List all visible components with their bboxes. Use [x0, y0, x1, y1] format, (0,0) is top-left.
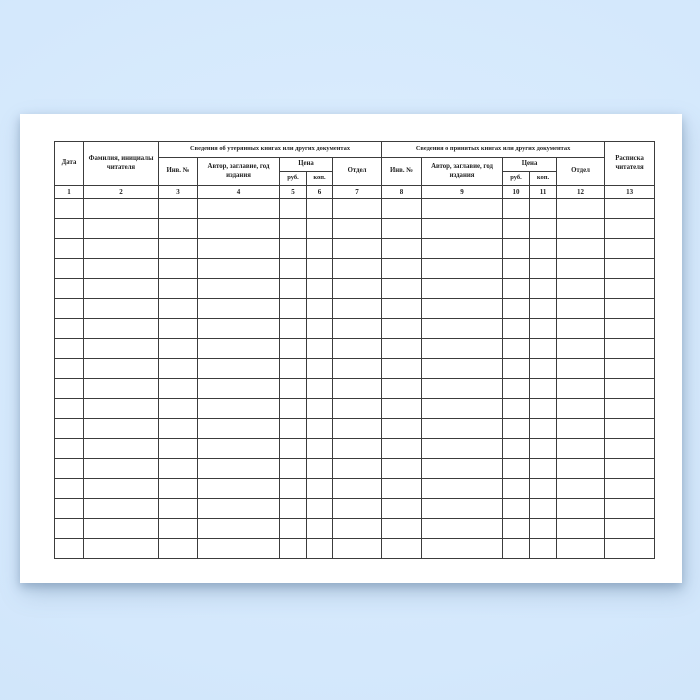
column-number-cell: 3	[159, 186, 198, 199]
empty-cell	[605, 539, 655, 559]
empty-cell	[333, 399, 382, 419]
empty-cell	[333, 379, 382, 399]
column-number-cell: 6	[307, 186, 333, 199]
column-number-cell: 5	[280, 186, 307, 199]
empty-cell	[84, 439, 159, 459]
header-cell-kop-received: коп.	[530, 172, 557, 186]
empty-cell	[557, 239, 605, 259]
empty-cell	[503, 319, 530, 339]
column-number-cell: 11	[530, 186, 557, 199]
empty-cell	[422, 479, 503, 499]
empty-cell	[55, 519, 84, 539]
empty-cell	[333, 459, 382, 479]
table-header	[55, 142, 655, 199]
empty-cell	[530, 359, 557, 379]
empty-cell	[333, 299, 382, 319]
empty-cell	[382, 399, 422, 419]
empty-cell	[280, 499, 307, 519]
empty-cell	[55, 439, 84, 459]
header-cell-department-lost: Отдел	[333, 158, 382, 186]
empty-cell	[84, 499, 159, 519]
empty-cell	[84, 259, 159, 279]
empty-cell	[55, 359, 84, 379]
empty-cell	[55, 319, 84, 339]
empty-cell	[557, 259, 605, 279]
empty-cell	[198, 239, 280, 259]
table-row	[55, 299, 655, 319]
header-group-received: Сведения о принятых книгах или других документах	[382, 142, 605, 158]
empty-cell	[557, 519, 605, 539]
empty-cell	[307, 199, 333, 219]
empty-cell	[422, 219, 503, 239]
empty-cell	[422, 539, 503, 559]
empty-cell	[422, 439, 503, 459]
empty-cell	[307, 499, 333, 519]
empty-cell	[503, 339, 530, 359]
empty-cell	[159, 399, 198, 419]
empty-cell	[84, 359, 159, 379]
empty-cell	[503, 419, 530, 439]
empty-cell	[198, 539, 280, 559]
empty-cell	[198, 419, 280, 439]
empty-cell	[422, 519, 503, 539]
empty-cell	[382, 199, 422, 219]
empty-cell	[159, 519, 198, 539]
empty-cell	[333, 479, 382, 499]
empty-cell	[280, 219, 307, 239]
empty-cell	[159, 419, 198, 439]
empty-cell	[422, 279, 503, 299]
empty-cell	[530, 459, 557, 479]
empty-cell	[503, 219, 530, 239]
empty-cell	[605, 399, 655, 419]
empty-cell	[382, 419, 422, 439]
empty-cell	[84, 539, 159, 559]
empty-cell	[530, 479, 557, 499]
header-cell-inv-no-lost: Инв. №	[159, 158, 198, 186]
column-number-cell: 13	[605, 186, 655, 199]
empty-cell	[557, 379, 605, 399]
empty-cell	[55, 399, 84, 419]
empty-cell	[605, 199, 655, 219]
empty-cell	[422, 359, 503, 379]
empty-cell	[280, 539, 307, 559]
table-row	[55, 319, 655, 339]
empty-cell	[503, 459, 530, 479]
empty-cell	[84, 459, 159, 479]
empty-cell	[84, 479, 159, 499]
table-body	[55, 199, 655, 559]
header-cell-rub-lost: руб.	[280, 172, 307, 186]
empty-cell	[503, 359, 530, 379]
empty-cell	[84, 219, 159, 239]
column-number-cell: 1	[55, 186, 84, 199]
table-row	[55, 439, 655, 459]
empty-cell	[557, 339, 605, 359]
empty-cell	[159, 219, 198, 239]
header-cell-kop-lost: коп.	[307, 172, 333, 186]
empty-cell	[280, 399, 307, 419]
empty-cell	[605, 379, 655, 399]
empty-cell	[382, 279, 422, 299]
column-number-cell: 2	[84, 186, 159, 199]
column-number-cell: 7	[333, 186, 382, 199]
empty-cell	[530, 399, 557, 419]
empty-cell	[530, 419, 557, 439]
empty-cell	[280, 239, 307, 259]
empty-cell	[159, 239, 198, 259]
empty-cell	[333, 439, 382, 459]
empty-cell	[55, 499, 84, 519]
empty-cell	[280, 279, 307, 299]
empty-cell	[605, 279, 655, 299]
empty-cell	[557, 539, 605, 559]
empty-cell	[198, 219, 280, 239]
empty-cell	[530, 499, 557, 519]
empty-cell	[84, 239, 159, 259]
empty-cell	[503, 379, 530, 399]
empty-cell	[198, 499, 280, 519]
table-row	[55, 339, 655, 359]
empty-cell	[382, 519, 422, 539]
empty-cell	[55, 419, 84, 439]
empty-cell	[422, 419, 503, 439]
empty-cell	[198, 459, 280, 479]
empty-cell	[605, 259, 655, 279]
empty-cell	[84, 399, 159, 419]
empty-cell	[503, 239, 530, 259]
empty-cell	[530, 519, 557, 539]
empty-cell	[530, 259, 557, 279]
empty-cell	[84, 299, 159, 319]
empty-cell	[605, 479, 655, 499]
header-cell-author-received: Автор, заглавие, год издания	[422, 158, 503, 186]
empty-cell	[605, 499, 655, 519]
empty-cell	[55, 379, 84, 399]
empty-cell	[159, 359, 198, 379]
header-cell-price-received: Цена	[503, 158, 557, 172]
empty-cell	[159, 479, 198, 499]
header-cell-reader-name: Фамилия, инициалы читателя	[84, 142, 159, 186]
empty-cell	[557, 219, 605, 239]
empty-cell	[557, 419, 605, 439]
empty-cell	[198, 359, 280, 379]
table-row	[55, 359, 655, 379]
empty-cell	[382, 479, 422, 499]
empty-cell	[280, 339, 307, 359]
empty-cell	[530, 279, 557, 299]
empty-cell	[55, 299, 84, 319]
empty-cell	[382, 259, 422, 279]
empty-cell	[84, 279, 159, 299]
empty-cell	[198, 379, 280, 399]
empty-cell	[307, 339, 333, 359]
table-row	[55, 459, 655, 479]
column-number-cell: 8	[382, 186, 422, 199]
empty-cell	[307, 299, 333, 319]
empty-cell	[55, 279, 84, 299]
library-form-table	[54, 141, 655, 559]
empty-cell	[333, 319, 382, 339]
empty-cell	[307, 419, 333, 439]
empty-cell	[530, 199, 557, 219]
empty-cell	[159, 439, 198, 459]
empty-cell	[333, 219, 382, 239]
table-row	[55, 419, 655, 439]
empty-cell	[159, 279, 198, 299]
empty-cell	[557, 479, 605, 499]
table-row	[55, 279, 655, 299]
table-row	[55, 219, 655, 239]
empty-cell	[503, 519, 530, 539]
empty-cell	[503, 299, 530, 319]
empty-cell	[280, 199, 307, 219]
empty-cell	[198, 339, 280, 359]
empty-cell	[557, 499, 605, 519]
empty-cell	[605, 219, 655, 239]
empty-cell	[198, 279, 280, 299]
empty-cell	[84, 519, 159, 539]
table-row	[55, 399, 655, 419]
empty-cell	[333, 539, 382, 559]
empty-cell	[557, 299, 605, 319]
empty-cell	[557, 319, 605, 339]
header-cell-inv-no-received: Инв. №	[382, 158, 422, 186]
empty-cell	[382, 219, 422, 239]
empty-cell	[605, 439, 655, 459]
empty-cell	[280, 379, 307, 399]
empty-cell	[557, 279, 605, 299]
empty-cell	[530, 379, 557, 399]
table-row	[55, 539, 655, 559]
empty-cell	[382, 339, 422, 359]
empty-cell	[605, 319, 655, 339]
empty-cell	[333, 279, 382, 299]
empty-cell	[307, 279, 333, 299]
empty-cell	[307, 259, 333, 279]
empty-cell	[382, 359, 422, 379]
empty-cell	[503, 539, 530, 559]
header-cell-date: Дата	[55, 142, 84, 186]
empty-cell	[307, 359, 333, 379]
empty-cell	[198, 479, 280, 499]
empty-cell	[84, 379, 159, 399]
empty-cell	[605, 359, 655, 379]
empty-cell	[159, 319, 198, 339]
empty-cell	[198, 199, 280, 219]
empty-cell	[422, 299, 503, 319]
table-row	[55, 499, 655, 519]
empty-cell	[280, 439, 307, 459]
empty-cell	[605, 239, 655, 259]
empty-cell	[422, 499, 503, 519]
table-row	[55, 379, 655, 399]
empty-cell	[198, 259, 280, 279]
empty-cell	[382, 379, 422, 399]
empty-cell	[307, 459, 333, 479]
empty-cell	[605, 419, 655, 439]
empty-cell	[198, 319, 280, 339]
empty-cell	[307, 519, 333, 539]
empty-cell	[557, 199, 605, 219]
empty-cell	[333, 199, 382, 219]
empty-cell	[557, 359, 605, 379]
empty-cell	[159, 339, 198, 359]
table-row	[55, 239, 655, 259]
empty-cell	[55, 539, 84, 559]
empty-cell	[530, 299, 557, 319]
empty-cell	[530, 319, 557, 339]
empty-cell	[605, 339, 655, 359]
column-numbers-row	[55, 186, 655, 199]
empty-cell	[382, 319, 422, 339]
empty-cell	[159, 539, 198, 559]
empty-cell	[159, 499, 198, 519]
empty-cell	[333, 239, 382, 259]
empty-cell	[159, 199, 198, 219]
empty-cell	[382, 439, 422, 459]
empty-cell	[280, 479, 307, 499]
empty-cell	[280, 259, 307, 279]
empty-cell	[280, 299, 307, 319]
empty-cell	[530, 219, 557, 239]
empty-cell	[422, 399, 503, 419]
empty-cell	[382, 299, 422, 319]
empty-cell	[307, 319, 333, 339]
header-cell-department-received: Отдел	[557, 158, 605, 186]
empty-cell	[422, 339, 503, 359]
empty-cell	[333, 259, 382, 279]
empty-cell	[422, 319, 503, 339]
empty-cell	[422, 259, 503, 279]
empty-cell	[503, 479, 530, 499]
header-cell-author-lost: Автор, заглавие, год издания	[198, 158, 280, 186]
empty-cell	[333, 519, 382, 539]
empty-cell	[333, 419, 382, 439]
empty-cell	[84, 319, 159, 339]
column-number-cell: 10	[503, 186, 530, 199]
empty-cell	[280, 419, 307, 439]
empty-cell	[503, 499, 530, 519]
empty-cell	[84, 199, 159, 219]
empty-cell	[198, 519, 280, 539]
empty-cell	[422, 239, 503, 259]
empty-cell	[333, 359, 382, 379]
empty-cell	[503, 199, 530, 219]
empty-cell	[307, 439, 333, 459]
empty-cell	[530, 339, 557, 359]
empty-cell	[530, 539, 557, 559]
empty-cell	[422, 459, 503, 479]
empty-cell	[307, 239, 333, 259]
header-cell-receipt: Расписка читателя	[605, 142, 655, 186]
empty-cell	[503, 399, 530, 419]
column-number-cell: 4	[198, 186, 280, 199]
empty-cell	[605, 459, 655, 479]
empty-cell	[280, 459, 307, 479]
table-row	[55, 259, 655, 279]
table-row	[55, 479, 655, 499]
empty-cell	[55, 459, 84, 479]
empty-cell	[198, 399, 280, 419]
empty-cell	[307, 399, 333, 419]
empty-cell	[280, 359, 307, 379]
empty-cell	[159, 379, 198, 399]
empty-cell	[280, 519, 307, 539]
paper-sheet	[20, 114, 682, 583]
empty-cell	[159, 459, 198, 479]
empty-cell	[557, 459, 605, 479]
empty-cell	[198, 299, 280, 319]
empty-cell	[605, 299, 655, 319]
empty-cell	[503, 439, 530, 459]
empty-cell	[55, 259, 84, 279]
empty-cell	[307, 219, 333, 239]
empty-cell	[307, 539, 333, 559]
empty-cell	[382, 239, 422, 259]
header-cell-price-lost: Цена	[280, 158, 333, 172]
empty-cell	[503, 279, 530, 299]
empty-cell	[84, 339, 159, 359]
empty-cell	[605, 519, 655, 539]
empty-cell	[530, 239, 557, 259]
empty-cell	[422, 199, 503, 219]
empty-cell	[159, 259, 198, 279]
header-cell-rub-received: руб.	[503, 172, 530, 186]
empty-cell	[307, 479, 333, 499]
table-row	[55, 519, 655, 539]
column-number-cell: 12	[557, 186, 605, 199]
empty-cell	[333, 339, 382, 359]
empty-cell	[55, 239, 84, 259]
empty-cell	[333, 499, 382, 519]
empty-cell	[422, 379, 503, 399]
header-row-groups	[55, 142, 655, 158]
empty-cell	[382, 539, 422, 559]
empty-cell	[280, 319, 307, 339]
empty-cell	[198, 439, 280, 459]
empty-cell	[382, 499, 422, 519]
empty-cell	[530, 439, 557, 459]
empty-cell	[307, 379, 333, 399]
table-row	[55, 199, 655, 219]
empty-cell	[557, 399, 605, 419]
empty-cell	[55, 339, 84, 359]
empty-cell	[159, 299, 198, 319]
empty-cell	[55, 199, 84, 219]
empty-cell	[503, 259, 530, 279]
header-group-lost: Сведения об утерянных книгах или других документах	[159, 142, 382, 158]
empty-cell	[557, 439, 605, 459]
empty-cell	[382, 459, 422, 479]
empty-cell	[55, 219, 84, 239]
column-number-cell: 9	[422, 186, 503, 199]
empty-cell	[55, 479, 84, 499]
empty-cell	[84, 419, 159, 439]
